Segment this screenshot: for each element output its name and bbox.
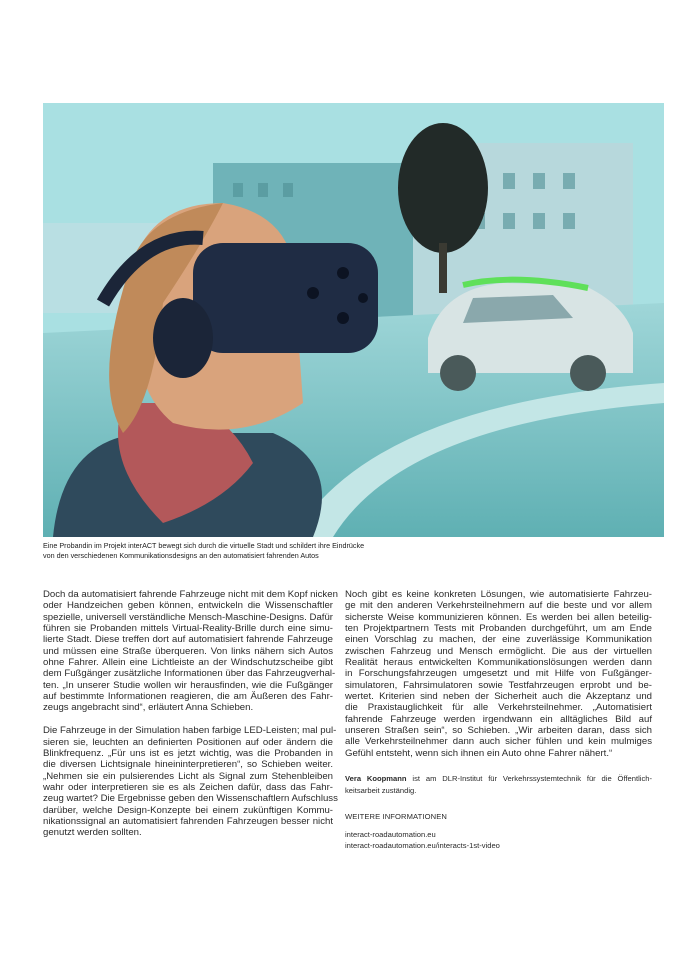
caption-line: Eine Probandin im Projekt interACT bewegt sich durch die virtuelle Stadt und schildert ihre Eindrücke — [43, 541, 365, 550]
caption-line: von den verschiedenen Kommunikationsdesigns an den automatisiert fahrenden Autos — [43, 551, 319, 560]
text-line: zwischen Fahrzeug und Mensch ermöglicht. Die aus der virtuellen — [345, 645, 652, 657]
text-line: genutzt werden sollten. — [43, 827, 142, 839]
text-line: Noch gibt es keine konkreten Lösungen, wie automatisierte Fahrzeu- — [345, 589, 652, 600]
paragraph — [43, 725, 338, 839]
text-line: auf bestimmte Informationen reagieren, die am Äußeren des Fahr- — [43, 691, 333, 703]
text-line: alle Verkehrsteilnehmer dann auch sicher fühlen und kein mulmiges — [345, 736, 652, 748]
text-line: lierte Stadt. Diese treffen dort auf automatisiert fahrende Fahrzeuge — [43, 634, 333, 646]
text-line: einen Vorschlag zu machen, der eine zuverlässige Kommunikation — [345, 634, 652, 646]
author-bio-line: keitsarbeit zuständig. — [345, 786, 417, 796]
text-line: die Praxistauglichkeit für alle Verkehrsteilnehmer. „Automatisiert — [345, 702, 652, 714]
author-bio-text: ist am DLR-Institut für Verkehrssystemtechnik für die Öffentlich- — [406, 774, 653, 784]
paragraph — [345, 589, 652, 759]
text-line: in Forschungsfahrzeugen umgesetzt und mit Hilfe von Fußgänger- — [345, 668, 652, 680]
text-line: zeugs angebracht sind“, erläutert Anna Schieben. — [43, 702, 254, 714]
text-line: die diversen Lichtsignale hineininterpretieren“, so Schieben weiter. — [43, 759, 333, 771]
text-line: sieren sie, leuchten an definierten Positionen auf oder ändern die — [43, 736, 333, 748]
text-line: fahrende Fahrzeuge werden irgendwann ein alltägliches Bild auf — [345, 713, 652, 725]
text-line: Die Fahrzeuge in der Simulation haben farbige LED-Leisten; mal pul- — [43, 725, 337, 737]
text-line: dem Fußgänger zusätzliche Informationen über das Fahrzeugverhal- — [43, 668, 336, 680]
more-info-heading: WEITERE INFORMATIONEN — [345, 812, 447, 822]
text-line: Doch da automatisiert fahrende Fahrzeuge nicht mit dem Kopf nicken — [43, 589, 338, 600]
author-bio — [345, 773, 652, 797]
text-line: oder Handzeichen geben können, entwickeln die Wissenschaftler — [43, 600, 333, 612]
text-line: zeug wartet? Die Ergebnisse geben den Wissenschaftlern Aufschluss — [43, 793, 338, 805]
text-line: spezielle, universell verständliche Mensch-Maschine-Designs. Dafür — [43, 611, 333, 623]
photo-caption — [43, 541, 473, 561]
text-line: simulatoren, Fahrsimulatoren sowie Testfahrzeugen erprobt und be- — [345, 679, 652, 691]
link-project-site[interactable]: interact-roadautomation.eu — [345, 829, 436, 839]
text-line: sicherste Weise kommunizieren können. Es werden bei allen beteilig- — [345, 611, 652, 623]
right-column — [345, 589, 652, 851]
text-line: wertet. Kriterien sind neben der Sicherheit auch die Akzeptanz und — [345, 691, 652, 703]
text-line: ge mit den anderen Verkehrsteilnehmern auf die beste und vor allem — [345, 600, 652, 612]
text-line: ten Projektpartnern Tests mit Probanden durchgeführt, um am Ende — [345, 623, 652, 635]
left-column — [43, 589, 338, 850]
author-name: Vera Koopmann — [345, 774, 407, 784]
text-line: führen sie Probanden mittels Virtual-Reality-Brille durch eine simu- — [43, 623, 333, 635]
author-bio-line — [345, 773, 652, 785]
vr-scene-illustration — [43, 103, 664, 537]
text-line: nikationssignal an automatisiert fahrenden Fahrzeugen besser nicht — [43, 815, 333, 827]
paragraph — [43, 589, 338, 714]
text-line: Realität heraus entwickelten Kommunikationslösungen werden dann — [345, 657, 652, 669]
text-line: wahr oder interpretieren sie es als Zeichen dafür, dass das Fahr- — [43, 781, 333, 793]
text-line: Blinkfrequenz. „Für uns ist es jetzt wichtig, was die Probanden in — [43, 747, 333, 759]
text-line: ohne Fahrer. Allein eine Lichtleiste an der Windschutzscheibe gibt — [43, 657, 333, 669]
link-project-video[interactable]: interact-roadautomation.eu/interacts-1st-video — [345, 840, 500, 850]
text-line: unseren Straßen sein“, so Schieben. „Wir arbeiten daran, dass sich — [345, 725, 652, 737]
text-line: und müssen eine Straße überqueren. Von links nähern sich Autos — [43, 645, 333, 657]
text-line: Gefühl entsteht, wenn sich ihnen ein Auto ohne Fahrer nähert.“ — [345, 747, 613, 759]
text-line: ten. „In unserer Studie wollen wir herausfinden, wie die Fußgänger — [43, 679, 333, 691]
article-photo — [43, 103, 664, 537]
text-line: „Nehmen sie ein pulsierendes Licht als Signal zum Stehenbleiben — [43, 770, 333, 782]
text-line: darüber, welche Design-Konzepte bei einem zukünftigen Kommu- — [43, 804, 333, 816]
